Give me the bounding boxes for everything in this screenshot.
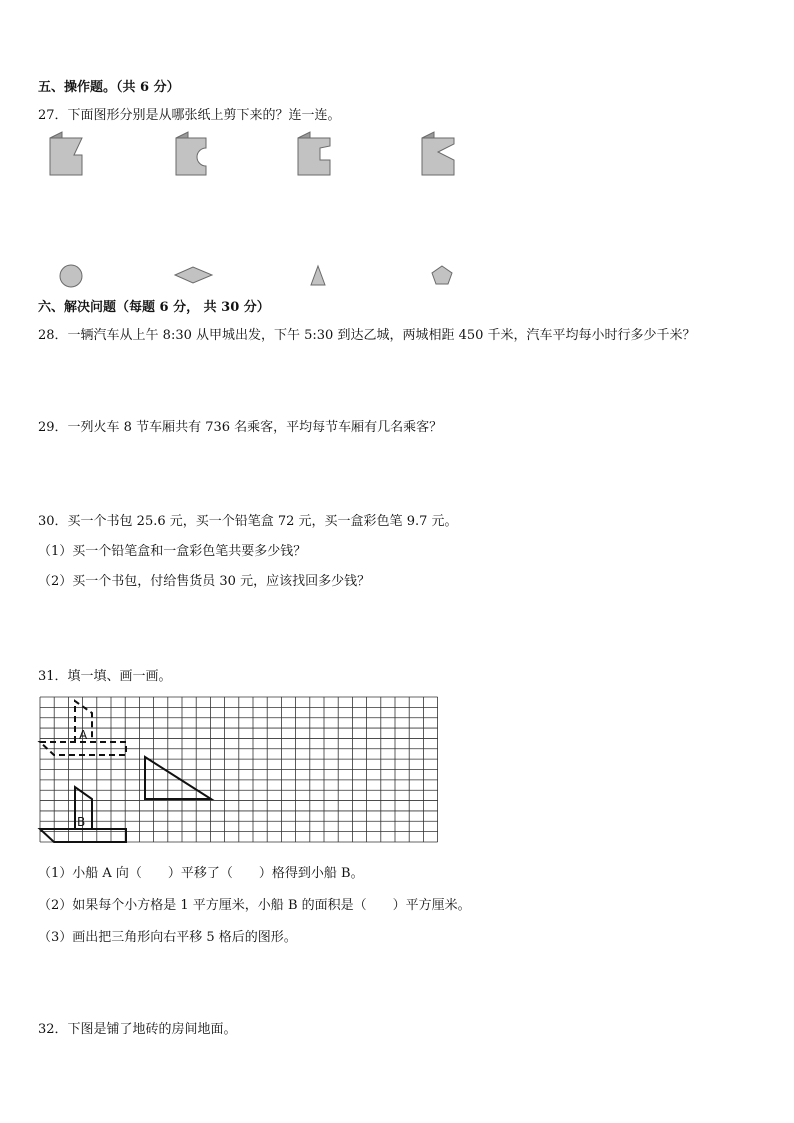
question-32: 32．下图是铺了地砖的房间地面。 <box>38 1022 237 1037</box>
question-31-part-1: （1）小船 A 向（ ）平移了（ ）格得到小船 B。 <box>38 866 364 881</box>
section-5-heading: 五、操作题。（共 6 分） <box>38 80 180 95</box>
folded-paper-3 <box>298 132 330 175</box>
question-30-part-1: （1）买一个铅笔盒和一盒彩色笔共要多少钱？ <box>38 544 307 559</box>
pentagon-shape <box>432 266 452 284</box>
question-30-part-2: （2）买一个书包，付给售货员 30 元，应该找回多少钱？ <box>38 574 371 589</box>
circle-shape <box>60 265 82 287</box>
folded-papers-row <box>40 130 480 180</box>
cut-shapes-row <box>40 262 480 292</box>
folded-paper-2 <box>176 132 206 175</box>
question-31-part-3: （3）画出把三角形向右平移 5 格后的图形。 <box>38 930 297 945</box>
question-27: 27．下面图形分别是从哪张纸上剪下来的？连一连。 <box>38 108 341 123</box>
question-31: 31．填一填、画一画。 <box>38 669 172 684</box>
rhombus-shape <box>175 267 212 283</box>
question-31-part-2: （2）如果每个小方格是 1 平方厘米，小船 B 的面积是（ ）平方厘米。 <box>38 898 471 913</box>
boat-a-label: A <box>79 728 88 742</box>
folded-paper-1 <box>50 132 82 175</box>
question-29: 29．一列火车 8 节车厢共有 736 名乘客，平均每节车厢有几名乘客？ <box>38 420 443 435</box>
triangle-shape <box>311 266 325 285</box>
question-30: 30．买一个书包 25.6 元，买一个铅笔盒 72 元，买一盒彩色笔 9.7 元。 <box>38 514 458 529</box>
right-triangle <box>145 757 211 799</box>
section-6-heading: 六、解决问题（每题 6 分， 共 30 分） <box>38 300 270 315</box>
question-28: 28．一辆汽车从上午 8:30 从甲城出发，下午 5:30 到达乙城，两城相距 450 千米，汽车平均每小时行多少千米？ <box>38 328 696 343</box>
translation-grid <box>40 697 320 845</box>
boat-b-label: B <box>77 815 86 829</box>
folded-paper-4 <box>422 132 454 175</box>
